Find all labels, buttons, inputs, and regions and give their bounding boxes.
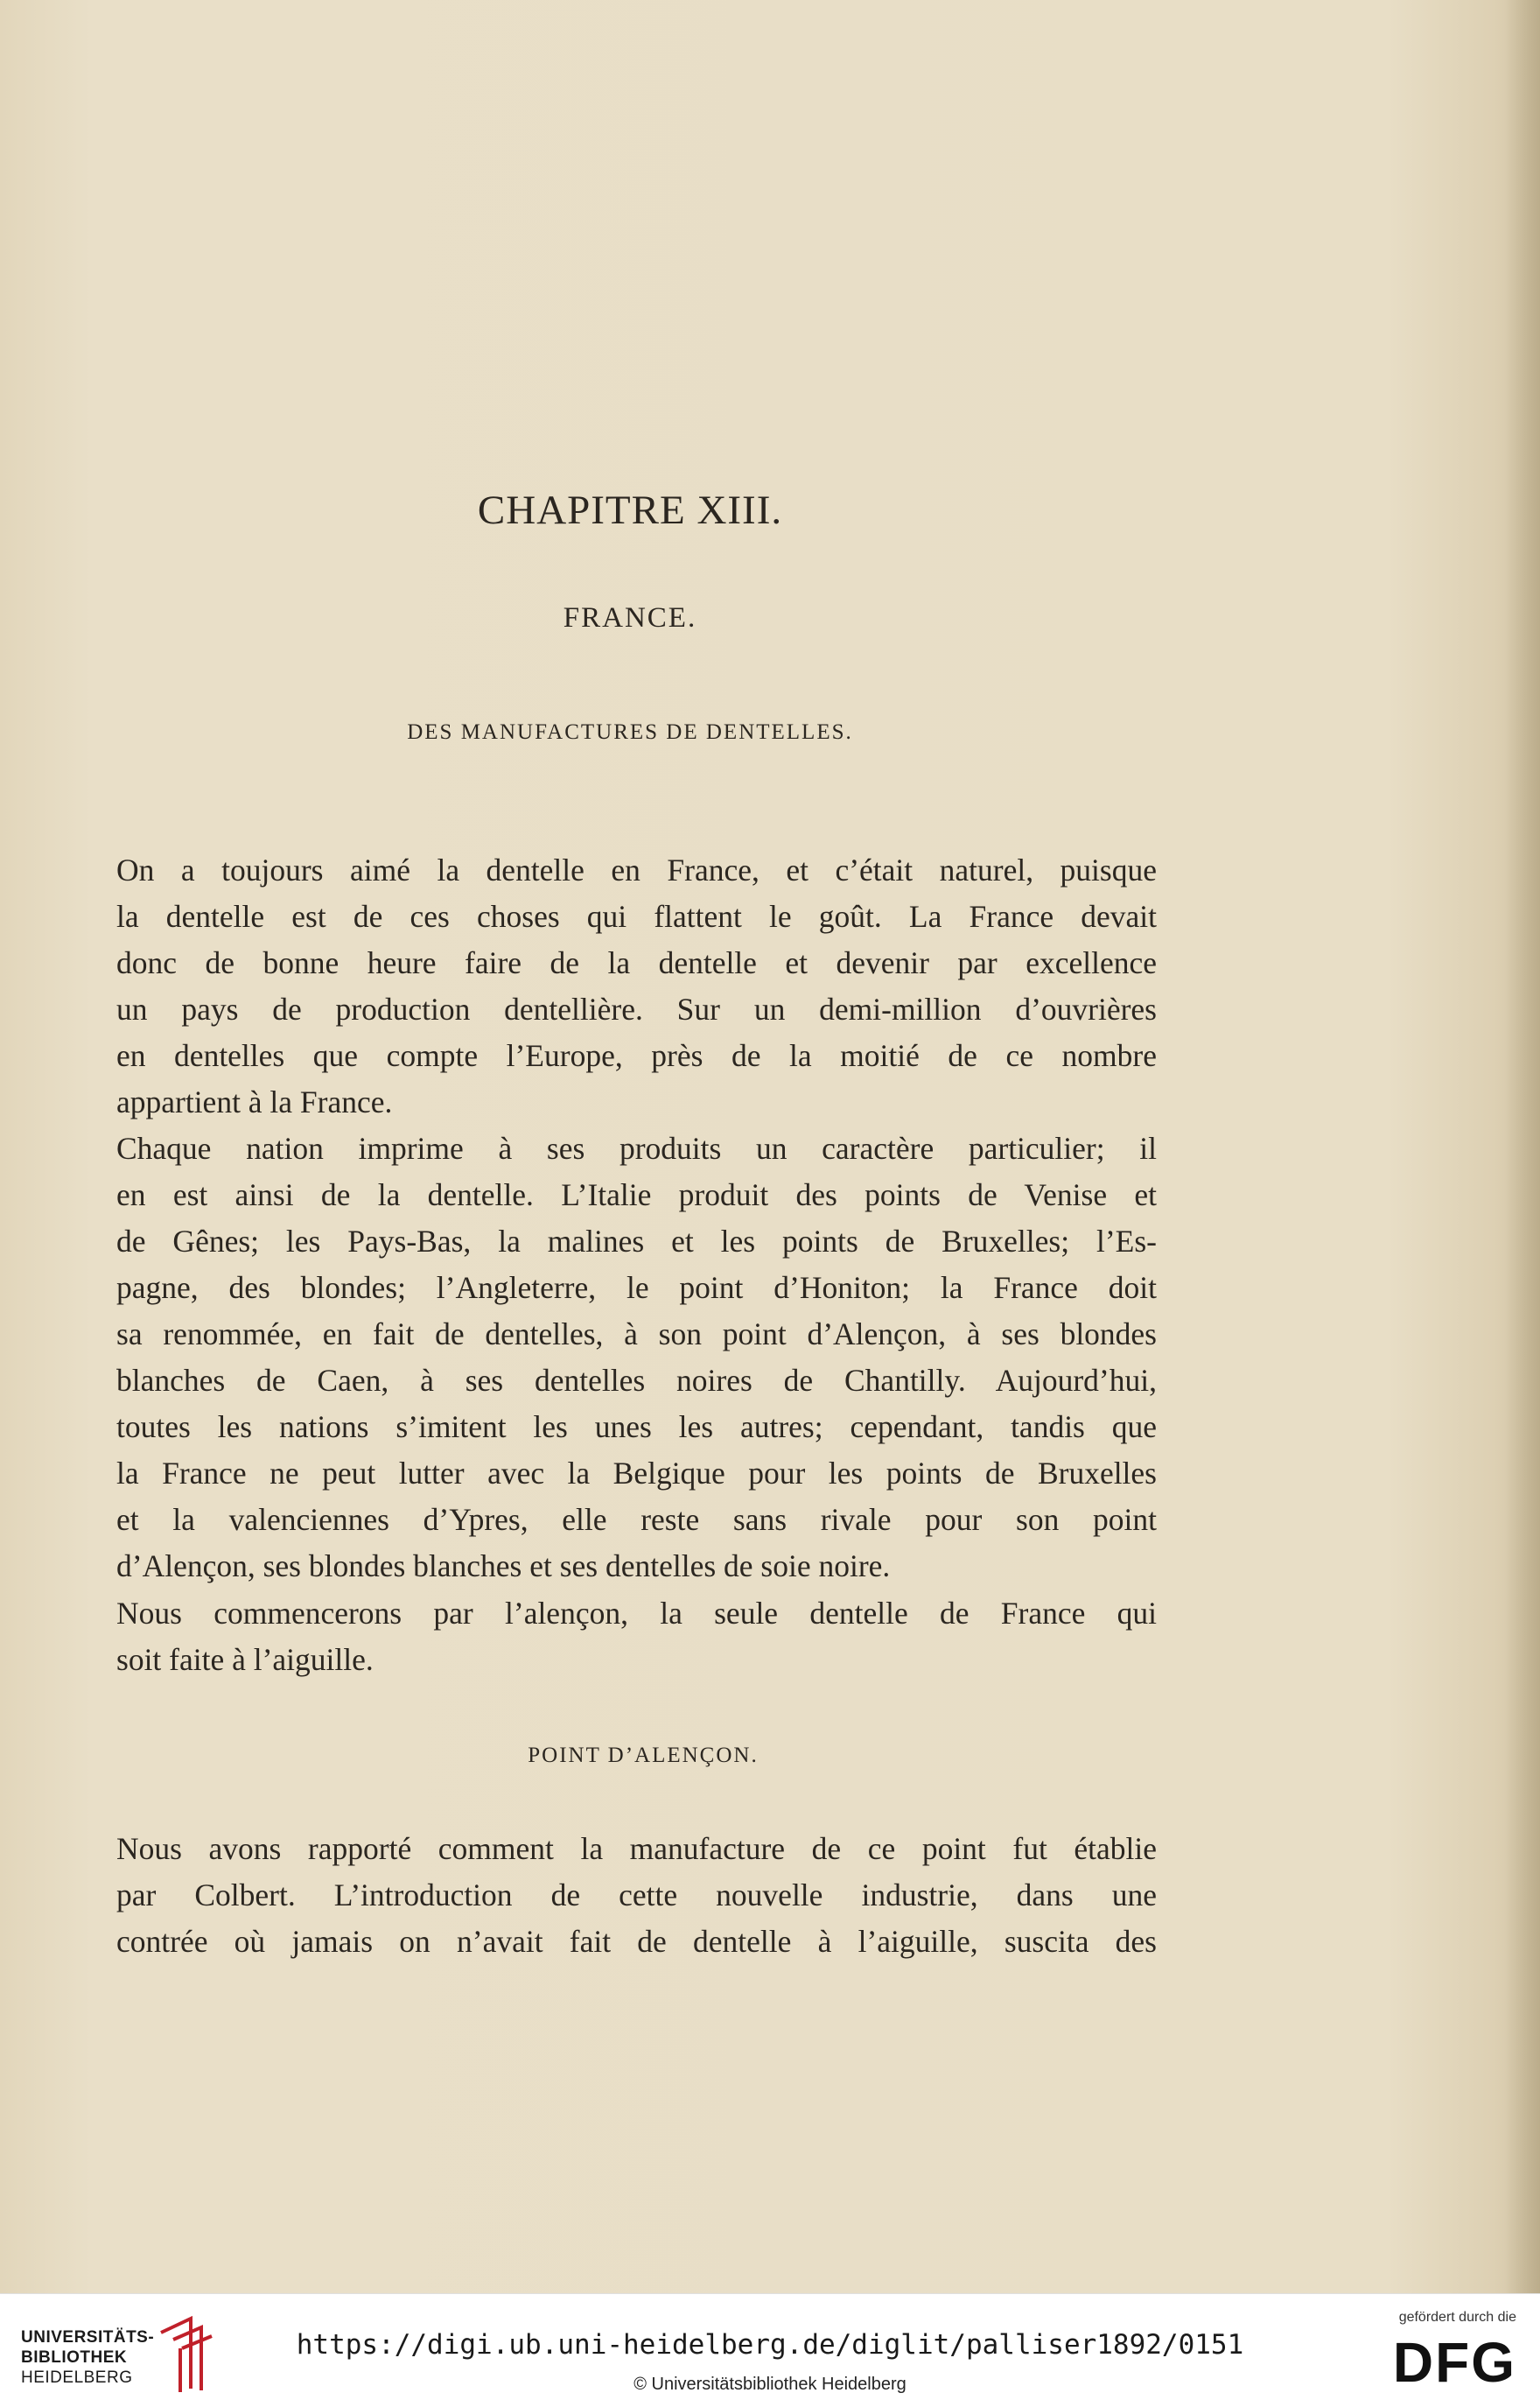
document-url-link[interactable]: https://digi.ub.uni-heidelberg.de/diglit/palliser1892/0151 xyxy=(296,2329,1244,2361)
text-line: donc de bonne heure faire de la dentelle et devenir par excellence xyxy=(116,945,1157,980)
text-line: contrée où jamais on n’avait fait de dentelle à l’aiguille, suscita des xyxy=(116,1924,1157,1959)
text-line: et la valenciennes d’Ypres, elle reste sans rivale pour son point xyxy=(116,1502,1157,1537)
paragraph-2 xyxy=(116,1126,1157,1589)
text-line: la dentelle est de ces choses qui flattent le goût. La France devait xyxy=(116,899,1157,934)
text-line: Nous avons rapporté comment la manufacture de ce point fut établie xyxy=(116,1831,1157,1866)
text-line: pagne, des blondes; l’Angleterre, le point d’Honiton; la France doit xyxy=(116,1270,1157,1305)
text-line: la France ne peut lutter avec la Belgique pour les points de Bruxelles xyxy=(116,1456,1157,1491)
text-line: sa renommée, en fait de dentelles, à son point d’Alençon, à ses blondes xyxy=(116,1316,1157,1351)
text-line: par Colbert. L’introduction de cette nouvelle industrie, dans une xyxy=(116,1877,1157,1912)
chapter-title: CHAPITRE XIII. xyxy=(477,488,783,533)
funding-label: gefördert durch die xyxy=(1398,2310,1516,2325)
copyright-notice: © Universitätsbibliothek Heidelberg xyxy=(634,2375,906,2394)
text-line: en est ainsi de la dentelle. L’Italie produit des points de Venise et xyxy=(116,1177,1157,1212)
paragraph-1 xyxy=(116,847,1157,1126)
page-edge-shadow xyxy=(1505,0,1540,2293)
text-line: appartient à la France. xyxy=(116,1084,393,1119)
footer-bar xyxy=(0,2293,1540,2407)
text-line: de Gênes; les Pays-Bas, la malines et les points de Bruxelles; l’Es- xyxy=(116,1224,1157,1259)
dfg-logo[interactable]: DFG xyxy=(1392,2331,1516,2394)
text-line: un pays de production dentellière. Sur un demi-million d’ouvrières xyxy=(116,992,1157,1027)
paragraph-3 xyxy=(116,1590,1157,1683)
text-line: d’Alençon, ses blondes blanches et ses dentelles de soie noire. xyxy=(116,1548,891,1583)
point-alencon-heading: POINT D’ALENÇON. xyxy=(528,1744,759,1767)
logo-line: HEIDELBERG xyxy=(21,2368,133,2387)
subsection-title: DES MANUFACTURES DE DENTELLES. xyxy=(407,720,853,744)
section-title: FRANCE. xyxy=(563,602,697,634)
text-line: Nous commencerons par l’alençon, la seule dentelle de France qui xyxy=(116,1596,1157,1631)
text-line: toutes les nations s’imitent les unes les autres; cependant, tandis que xyxy=(116,1409,1157,1444)
text-line: blanches de Caen, à ses dentelles noires de Chantilly. Aujourd’hui, xyxy=(116,1363,1157,1398)
text-line: Chaque nation imprime à ses produits un caractère particulier; il xyxy=(116,1131,1157,1166)
text-line: On a toujours aimé la dentelle en France, et c’était naturel, puisque xyxy=(116,853,1157,888)
paragraph-4 xyxy=(116,1826,1157,1965)
text-line: en dentelles que compte l’Europe, près de la moitié de ce nombre xyxy=(116,1038,1157,1073)
logo-line: BIBLIOTHEK xyxy=(21,2348,128,2367)
text-line: soit faite à l’aiguille. xyxy=(116,1642,374,1677)
logo-line: UNIVERSITÄTS- xyxy=(21,2328,155,2347)
